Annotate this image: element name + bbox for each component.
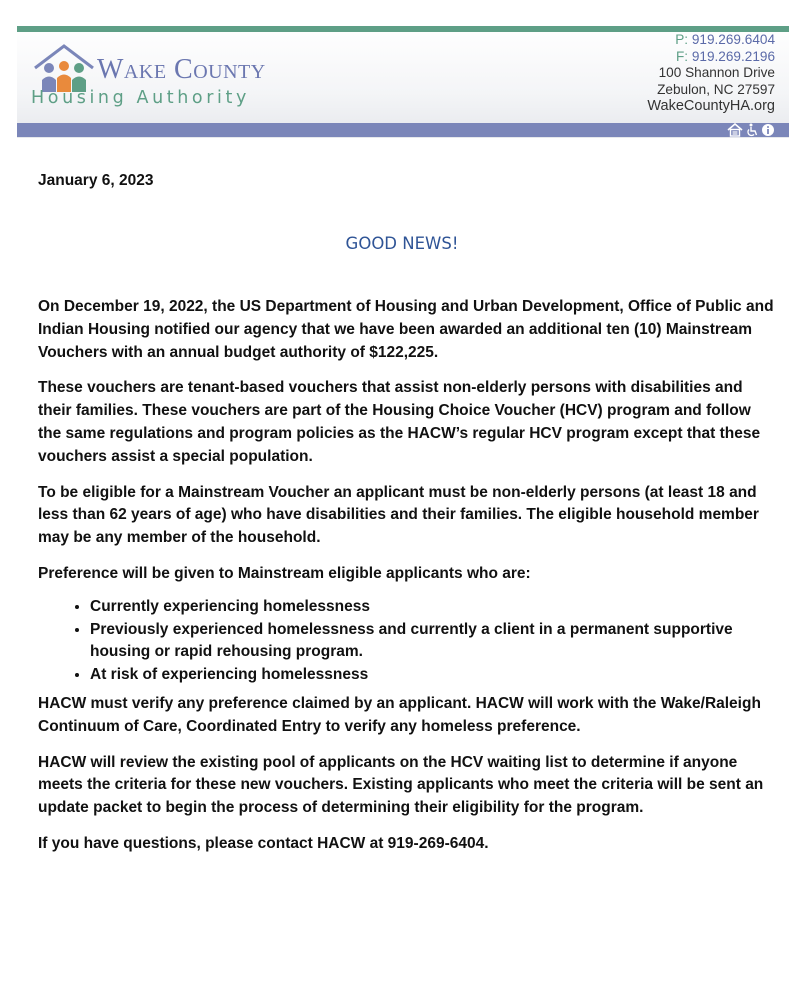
phone-label: P:: [675, 32, 689, 47]
equal-housing-icon: [727, 123, 743, 137]
house-family-logo-icon: [31, 42, 97, 94]
letter-body: [38, 296, 778, 869]
compliance-icons: [727, 122, 775, 138]
preference-list: [38, 596, 778, 687]
fax-line: [647, 49, 775, 66]
letterhead: [17, 26, 789, 138]
paragraph: Preference will be given to Mainstream eligible applicants who are:: [38, 564, 531, 582]
address-line-2: Zebulon, NC 27597: [657, 81, 775, 97]
paragraph: To be eligible for a Mainstream Voucher an applicant must be non-elderly persons (at least 18 and less than 62 years of age) who have disabilities and their families. The eligible household member may be any member of the household.: [38, 483, 759, 547]
headline: GOOD NEWS!: [345, 234, 459, 253]
paragraph: These vouchers are tenant-based vouchers that assist non-elderly persons with disabilities and their families. These vouchers are part of the Housing Choice Voucher (HCV) program and follow the same regulations and program policies as the HACW’s regular HCV program except that these vouchers assist a special population.: [38, 379, 761, 465]
website-link[interactable]: WakeCountyHA.org: [647, 98, 775, 114]
paragraph: If you have questions, please contact HACW at 919-269-6404.: [38, 834, 489, 852]
list-item: • Previously experienced homelessness and currently a client in a permanent supportive housing or rapid rehousing program.: [90, 619, 778, 665]
phone-line: [647, 32, 775, 49]
letter-date: January 6, 2023: [38, 172, 154, 189]
letterhead-bottom-rule: [17, 123, 789, 137]
org-name: Wake County: [97, 54, 266, 85]
list-item: • At risk of experiencing homelessness: [90, 664, 778, 687]
wheelchair-accessibility-icon: [745, 123, 759, 137]
list-item: • Currently experiencing homelessness: [90, 596, 778, 619]
contact-block: [647, 32, 775, 115]
fax-label: F:: [675, 48, 689, 64]
paragraph: HACW will review the existing pool of applicants on the HCV waiting list to determine if anyone meets the criteria for these new vouchers. Existing applicants who meet the criteria will be sent an update packet to begin the process of determining their eligibility for the program.: [38, 753, 764, 817]
paragraph: On December 19, 2022, the US Department of Housing and Urban Development, Office of Public and Indian Housing notified our agency that we have been awarded an additional ten (10) Mainstream Vouchers with an annual budget authority of $122,225.: [38, 298, 774, 361]
org-subtitle: Housing Authority: [31, 88, 250, 108]
paragraph: HACW must verify any preference claimed by an applicant. HACW will work with the Wake/Raleigh Continuum of Care, Coordinated Entry to verify any homeless preference.: [38, 694, 761, 735]
fax-number: 919.269.2196: [691, 48, 775, 64]
address-line-1: 100 Shannon Drive: [658, 65, 775, 80]
info-icon: [761, 123, 775, 137]
phone-number: 919.269.6404: [691, 32, 775, 47]
